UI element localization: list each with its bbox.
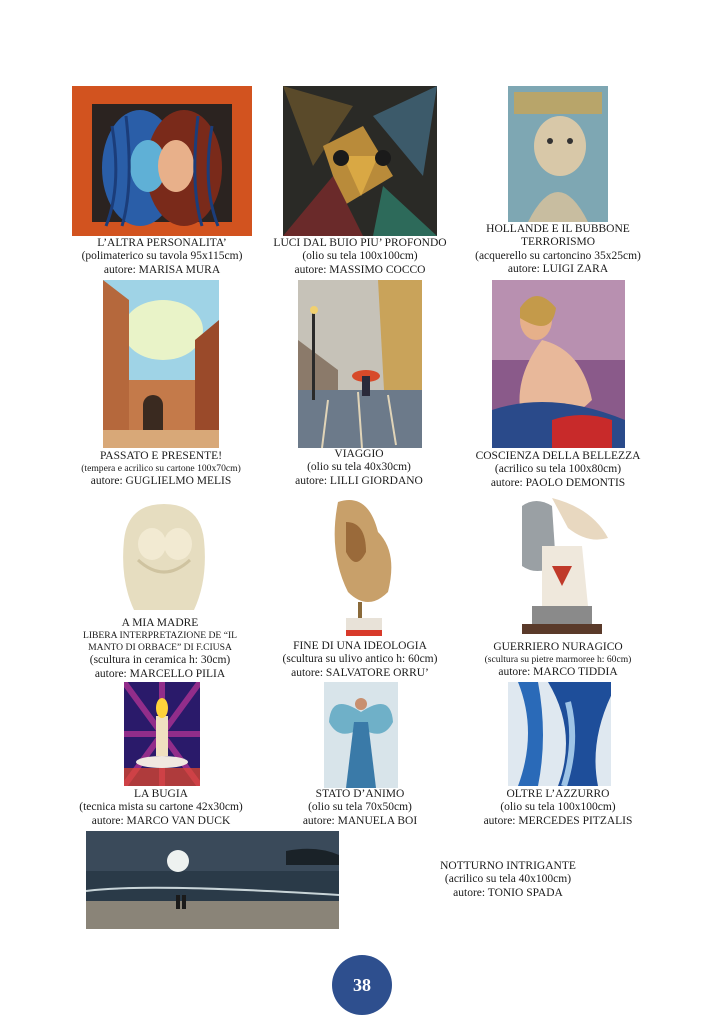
artwork-subtitle-cont: MANTO DI ORBACE” DI F.CIUSA <box>88 642 232 654</box>
artwork-title: LA BUGIA <box>134 788 188 800</box>
artwork-image-guerriero-nuragico <box>512 496 610 636</box>
artwork-author: autore: TONIO SPADA <box>453 886 563 899</box>
artwork-technique: (acrilico su tela 100x80cm) <box>494 463 622 476</box>
artwork-technique: (olio su tela 40x30cm) <box>307 461 411 474</box>
caption-luci-dal-buio <box>260 237 460 277</box>
caption-oltre-azzurro <box>458 788 658 828</box>
artwork-title: NOTTURNO INTRIGANTE <box>440 860 576 872</box>
caption-hollande <box>458 223 658 277</box>
artwork-title: A MIA MADRE <box>121 617 199 629</box>
artwork-technique: (scultura in ceramica h: 30cm) <box>89 654 231 667</box>
page-number: 38 <box>353 975 371 995</box>
caption-viaggio <box>259 448 459 488</box>
artwork-author: autore: GUGLIELMO MELIS <box>90 475 232 488</box>
artwork-technique: (olio su tela 70x50cm) <box>308 801 412 814</box>
artwork-title: L’ALTRA PERSONALITA’ <box>97 237 227 249</box>
artwork-title: FINE DI UNA IDEOLOGIA <box>293 640 427 652</box>
artwork-technique: (tempera e acrilico su cartone 100x70cm) <box>81 463 241 475</box>
artwork-title: STATO D’ANIMO <box>315 788 405 800</box>
artwork-technique: (acrilico su tela 40x100cm) <box>444 873 572 886</box>
caption-guerriero-nuragico <box>458 641 658 680</box>
artwork-title: VIAGGIO <box>334 448 384 460</box>
artwork-author: autore: SALVATORE ORRU’ <box>291 666 429 679</box>
artwork-image-a-mia-madre <box>118 500 210 612</box>
artwork-title: PASSATO E PRESENTE! <box>99 450 223 462</box>
caption-fine-ideologia <box>260 640 460 680</box>
artwork-image-notturno-intrigante <box>86 831 339 929</box>
artwork-title: LUCI DAL BUIO PIU’ PROFONDO <box>273 237 447 249</box>
artwork-image-passato-presente <box>103 280 219 448</box>
artwork-technique: (scultura su ulivo antico h: 60cm) <box>282 653 438 666</box>
artwork-image-oltre-azzurro <box>508 682 611 786</box>
caption-passato-presente <box>61 450 261 489</box>
artwork-title: HOLLANDE E IL BUBBONE <box>486 223 630 235</box>
artwork-image-coscienza-bellezza <box>492 280 625 448</box>
page-number-badge <box>332 955 392 1015</box>
artwork-image-stato-animo <box>324 682 398 788</box>
artwork-image-altra-personalita <box>72 86 252 236</box>
caption-notturno-intrigante <box>408 860 608 900</box>
artwork-author: autore: LUIGI ZARA <box>507 263 609 276</box>
artwork-technique: (tecnica mista su cartone 42x30cm) <box>79 801 243 814</box>
artwork-title: OLTRE L’AZZURRO <box>506 788 610 800</box>
artwork-image-la-bugia <box>124 682 200 786</box>
artwork-author: autore: MARCO VAN DUCK <box>91 814 231 827</box>
artwork-technique: (polimaterico su tavola 95x115cm) <box>81 250 243 263</box>
artwork-author: autore: PAOLO DEMONTIS <box>490 476 626 489</box>
artwork-title-cont: TERRORISMO <box>520 236 596 249</box>
artwork-author: autore: MARCELLO PILIA <box>94 667 226 680</box>
artwork-author: autore: MARISA MURA <box>103 263 221 276</box>
artwork-image-viaggio <box>298 280 422 448</box>
artwork-image-fine-ideologia <box>318 492 402 638</box>
artwork-technique: (olio su tela 100x100cm) <box>302 250 418 263</box>
artwork-author: autore: LILLI GIORDANO <box>295 474 423 487</box>
artwork-title: COSCIENZA DELLA BELLEZZA <box>475 450 641 462</box>
artwork-technique: (scultura su pietre marmoree h: 60cm) <box>484 654 632 666</box>
artwork-author: autore: MANUELA BOI <box>302 814 418 827</box>
artwork-image-hollande <box>508 86 608 222</box>
artwork-author: autore: MERCEDES PITZALIS <box>483 814 633 827</box>
artwork-author: autore: MARCO TIDDIA <box>498 666 618 679</box>
artwork-author: autore: MASSIMO COCCO <box>294 263 426 276</box>
artwork-subtitle: LIBERA INTERPRETAZIONE DE “IL <box>82 630 238 642</box>
caption-la-bugia <box>61 788 261 828</box>
caption-a-mia-madre <box>60 617 260 681</box>
caption-coscienza-bellezza <box>458 450 658 490</box>
artwork-technique: (acquerello su cartoncino 35x25cm) <box>475 249 641 262</box>
caption-stato-animo <box>260 788 460 828</box>
caption-altra-personalita <box>62 237 262 277</box>
artwork-technique: (olio su tela 100x100cm) <box>500 801 616 814</box>
artwork-image-luci-dal-buio <box>283 86 437 236</box>
artwork-title: GUERRIERO NURAGICO <box>493 641 623 653</box>
